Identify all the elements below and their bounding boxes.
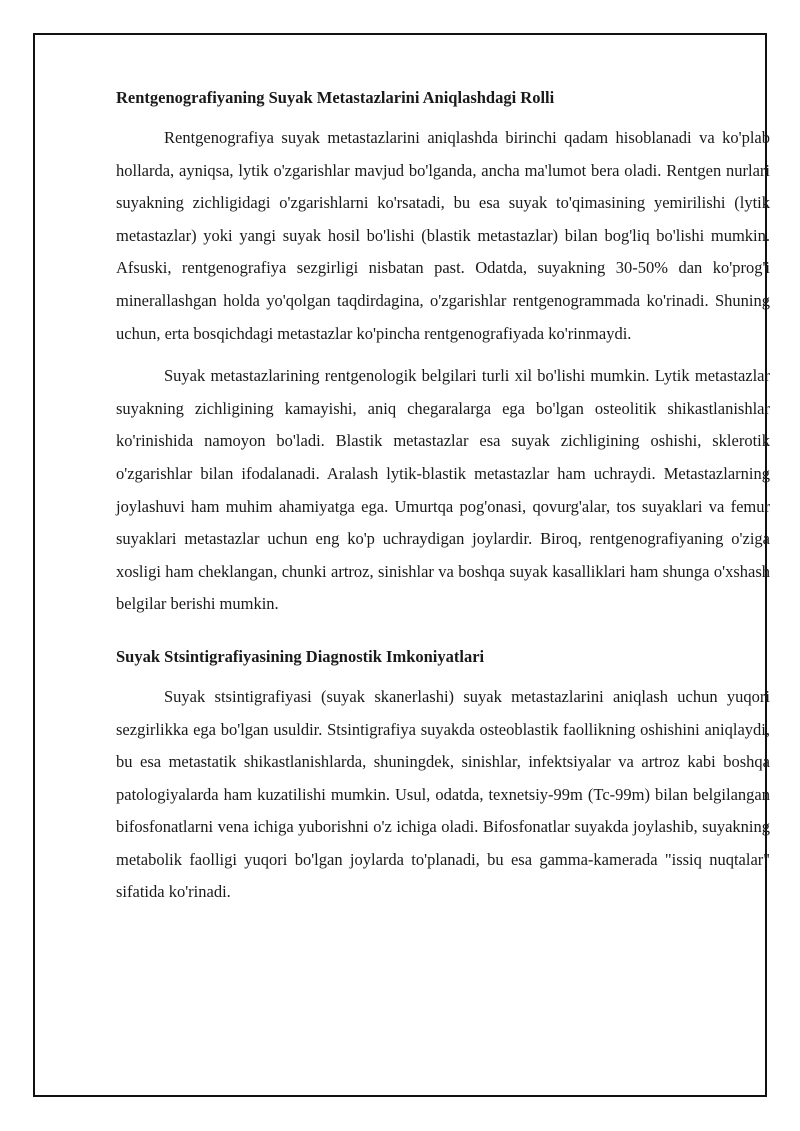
paragraph: Rentgenografiya suyak metastazlarini aniqlashda birinchi qadam hisoblanadi va ko'plab hollarda, ayniqsa, lytik o'zgarishlar mavjud bo'lganda, ancha ma'lumot bera oladi. Rentgen nurlari suyakning zichligidagi o'zgarishlarni ko'rsatadi, bu esa suyak to'qimasining yemirilishi (lytik metastazlar) yoki yangi suyak hosil bo'lishi (blastik metastazlar) bilan bog'liq bo'lishi mumkin. Afsuski, rentgenografiya sezgirligi nisbatan past. Odatda, suyakning 30-50% dan ko'prog'i minerallashgan holda yo'qolgan taqdirdagina, o'zgarishlar rentgenogrammada ko'rinadi. Shuning uchun, erta bosqichdagi metastazlar ko'pincha rentgenografiyada ko'rinmaydi. — [116, 128, 770, 343]
section-heading-radiography: Rentgenografiyaning Suyak Metastazlarini Aniqlashdagi Rolli — [116, 88, 555, 107]
document-body — [116, 86, 770, 919]
paragraph: Suyak stsintigrafiyasi (suyak skanerlashi) suyak metastazlarini aniqlash uchun yuqori sezgirlikka ega bo'lgan usuldir. Stsintigrafiya suyakda osteoblastik faollikning oshishini aniqlaydi, bu esa metastatik shikastlanishlarda, shuningdek, sinishlar, infektsiyalar va artroz kabi boshqa patologiyalarda ham kuzatilishi mumkin. Usul, odatda, texnetsiy-99m (Tc-99m) bilan belgilangan bifosfonatlarni vena ichiga yuborishni o'z ichiga oladi. Bifosfonatlar suyakda joylashib, suyakning metabolik faolligi yuqori bo'lgan joylarda to'planadi, bu esa gamma-kamerada "issiq nuqtalar" sifatida ko'rinadi. — [116, 686, 770, 902]
section-heading-scintigraphy: Suyak Stsintigrafiyasining Diagnostik Imkoniyatlari — [116, 646, 485, 666]
paragraph: Suyak metastazlarining rentgenologik belgilari turli xil bo'lishi mumkin. Lytik metastazlar suyakning zichligining kamayishi, aniq chegaralarga ega bo'lgan osteolitik shikastlanishlar ko'rinishida namoyon bo'ladi. Blastik metastazlar esa suyak zichligining oshishi, sklerotik o'zgarishlar bilan ifodalanadi. Aralash lytik-blastik metastazlar ham uchraydi. Metastazlarning joylashuvi ham muhim ahamiyatga ega. Umurtqa pog'onasi, qovurg'alar, tos suyaklari va femur suyaklari metastazlar uchun eng ko'p uchraydigan joylardir. Biroq, rentgenografiyaning o'ziga xosligi ham cheklangan, chunki artroz, sinishlar va boshqa suyak kasalliklari ham shunga o'xshash belgilar berishi mumkin. — [116, 366, 770, 614]
